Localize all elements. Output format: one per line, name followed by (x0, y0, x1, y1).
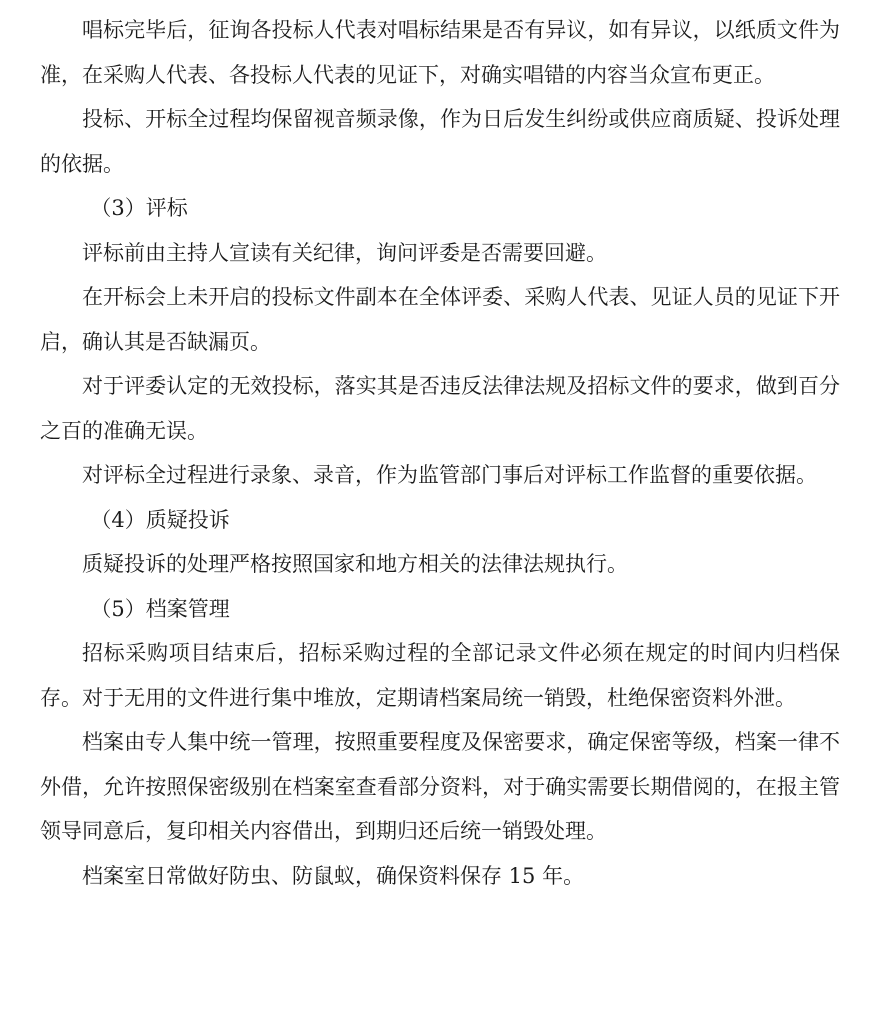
paragraph-archive-preservation: 档案室日常做好防虫、防鼠蚁，确保资料保存 15 年。 (82, 863, 585, 888)
paragraph-archiving-records: 招标采购项目结束后，招标采购过程的全部记录文件必须在规定的时间内归档保存。对于无用的文件进行集中堆放，定期请档案局统一销毁，杜绝保密资料外泄。 (40, 641, 840, 710)
paragraph-evaluation-recording: 对评标全过程进行录象、录音，作为监管部门事后对评标工作监督的重要依据。 (82, 463, 817, 487)
paragraph-copy-opening: 在开标会上未开启的投标文件副本在全体评委、采购人代表、见证人员的见证下开启，确认其是否缺漏页。 (40, 285, 840, 354)
paragraph-invalid-bids: 对于评委认定的无效投标，落实其是否违反法律法规及招标文件的要求，做到百分之百的准确无误。 (40, 374, 840, 443)
section-heading-evaluation: （3）评标 (90, 196, 188, 220)
paragraph-evaluation-discipline: 评标前由主持人宣读有关纪律，询问评委是否需要回避。 (82, 240, 607, 265)
section-heading-archives: （5）档案管理 (90, 596, 230, 621)
paragraph-video-recording: 投标、开标全过程均保留视音频录像，作为日后发生纠纷或供应商质疑、投诉处理的依据。 (40, 107, 840, 176)
section-heading-complaints: （4）质疑投诉 (90, 507, 230, 532)
paragraph-complaint-handling: 质疑投诉的处理严格按照国家和地方相关的法律法规执行。 (82, 552, 628, 576)
paragraph-sing-bid-objection: 唱标完毕后，征询各投标人代表对唱标结果是否有异议，如有异议，以纸质文件为准，在采购人代表、各投标人代表的见证下，对确实唱错的内容当众宣布更正。 (40, 18, 840, 87)
document-page (40, 8, 840, 898)
paragraph-archive-management: 档案由专人集中统一管理，按照重要程度及保密要求，确定保密等级，档案一律不外借，允许按照保密级别在档案室查看部分资料，对于确实需要长期借阅的，在报主管领导同意后，复印相关内容借出，到期归还后统一销毁处理。 (40, 730, 840, 843)
